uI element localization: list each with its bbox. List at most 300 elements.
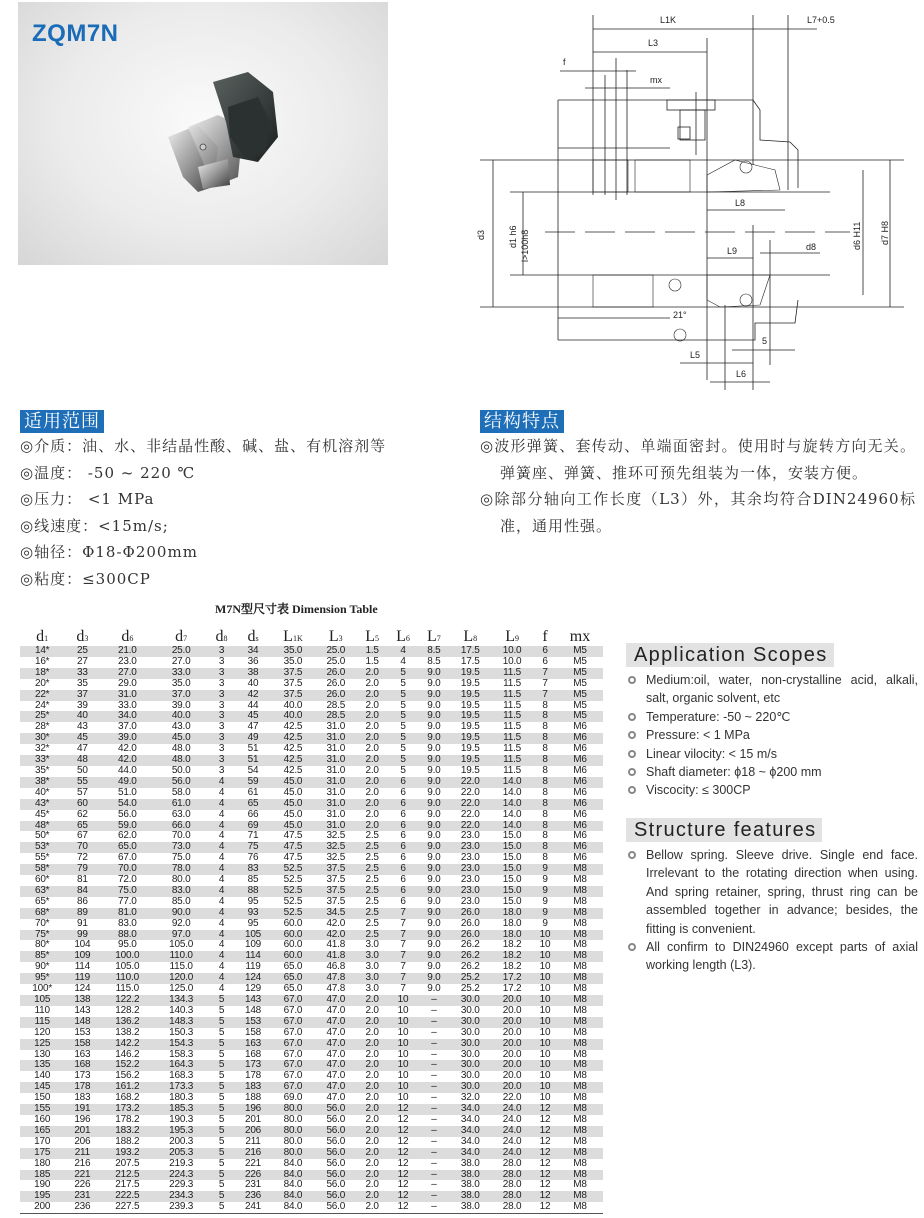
table-cell: 78.0 <box>171 863 191 875</box>
scope-cn-item: ◎线速度：<15m/s; <box>20 516 169 535</box>
table-cell: 4 <box>400 645 406 656</box>
table-cell: 80.0 <box>283 1135 303 1147</box>
table-cell: 11.5 <box>503 688 522 700</box>
table-cell: 26.0 <box>460 928 480 940</box>
table-cell: 70* <box>34 917 50 929</box>
table-cell: 2.0 <box>365 819 379 831</box>
table-cell: 6 <box>400 797 406 809</box>
table-cell: 3.0 <box>365 983 379 995</box>
table-cell: 185 <box>34 1168 51 1180</box>
table-cell: 4 <box>218 863 225 875</box>
table-cell: 23.0 <box>460 841 480 853</box>
table-cell: 20.0 <box>502 1048 522 1060</box>
table-cell: 12 <box>397 1190 409 1202</box>
table-cell: 8 <box>542 841 548 853</box>
table-cell: 89 <box>76 906 88 918</box>
table-cell: – <box>431 1070 437 1082</box>
table-cell: 110.0 <box>169 950 193 962</box>
table-cell: 11.5 <box>503 764 522 776</box>
table-cell: 24* <box>34 699 50 711</box>
table-cell: 26.0 <box>326 677 346 689</box>
table-cell: 115.0 <box>169 961 193 973</box>
table-cell: 219.3 <box>169 1157 194 1169</box>
table-cell: 79 <box>76 863 88 875</box>
table-cell: 20.0 <box>502 1081 522 1093</box>
table-cell: 9.0 <box>427 852 441 864</box>
table-cell: 3 <box>218 764 225 776</box>
table-cell: M8 <box>573 884 587 896</box>
table-cell: M8 <box>573 1113 587 1125</box>
label-5: 5 <box>762 336 768 346</box>
table-cell: 3 <box>218 743 225 755</box>
table-cell: 31.0 <box>326 721 346 733</box>
table-cell: – <box>431 1059 437 1071</box>
product-model-title: ZQM7N <box>32 20 119 47</box>
scope-cn-section <box>20 410 470 592</box>
table-cell: 2.5 <box>365 874 379 886</box>
table-cell: 60.0 <box>283 928 303 940</box>
scope-en-list <box>626 671 918 800</box>
table-cell: 65 <box>247 797 259 809</box>
table-cell: 7 <box>400 928 406 940</box>
table-cell: 9.0 <box>427 688 441 700</box>
table-cell: M8 <box>573 1037 587 1049</box>
table-cell: – <box>431 1004 437 1016</box>
table-cell: 37.5 <box>283 666 303 678</box>
table-cell: 221 <box>244 1157 262 1169</box>
table-cell: 95 <box>247 895 259 907</box>
table-row <box>20 919 603 930</box>
column-header: d6 <box>121 627 134 645</box>
table-cell: 56.0 <box>326 1113 346 1125</box>
table-cell: 158 <box>244 1026 262 1038</box>
table-cell: – <box>431 1157 437 1169</box>
table-cell: 2.0 <box>365 754 379 766</box>
table-cell: 37.5 <box>326 884 346 896</box>
table-cell: 136.2 <box>115 1015 140 1027</box>
circle-bullet-icon <box>628 750 636 758</box>
table-cell: 10 <box>397 1059 409 1071</box>
table-cell: 42.0 <box>117 754 137 766</box>
table-cell: 42.5 <box>283 764 303 776</box>
table-cell: 63.0 <box>171 808 191 820</box>
table-cell: 9.0 <box>427 917 441 929</box>
table-cell: 14.0 <box>502 775 522 787</box>
table-cell: 19.5 <box>460 764 480 776</box>
table-cell: 15.0 <box>502 884 522 896</box>
table-row <box>20 690 603 701</box>
table-cell: 51 <box>247 743 259 755</box>
table-cell: 15.0 <box>502 863 522 875</box>
table-cell: 40.0 <box>283 710 303 722</box>
table-cell: 37.5 <box>283 677 303 689</box>
table-cell: 5 <box>218 1168 225 1180</box>
table-cell: 24.0 <box>502 1113 522 1125</box>
table-cell: 18.0 <box>502 917 522 929</box>
table-cell: M8 <box>573 895 587 907</box>
table-cell: M8 <box>573 1135 587 1147</box>
table-cell: 8 <box>542 808 548 820</box>
features-en-heading: Structure features <box>626 818 822 842</box>
table-cell: 22.0 <box>460 786 480 798</box>
table-cell: 2.5 <box>365 928 379 940</box>
table-cell: 2.0 <box>365 677 379 689</box>
table-cell: 8 <box>542 797 548 809</box>
table-cell: 129 <box>244 983 262 995</box>
table-cell: 1.5 <box>365 655 379 667</box>
table-cell: 12 <box>539 1135 551 1147</box>
table-cell: 58* <box>34 863 50 875</box>
table-cell: 188 <box>244 1092 262 1104</box>
table-cell: 2.0 <box>365 1201 379 1213</box>
table-cell: 188.2 <box>115 1135 140 1147</box>
table-cell: 50 <box>76 764 88 776</box>
scope-en-heading: Application Scopes <box>626 643 834 667</box>
table-cell: 9.0 <box>427 743 441 755</box>
table-cell: 217.5 <box>115 1179 140 1191</box>
table-cell: M8 <box>573 994 587 1005</box>
table-cell: 105 <box>34 994 51 1005</box>
table-cell: – <box>431 1026 437 1038</box>
label-angle: 21° <box>673 310 687 320</box>
table-row <box>20 810 603 821</box>
table-cell: 71 <box>247 830 259 842</box>
table-cell: 212.5 <box>115 1168 140 1180</box>
table-cell: M8 <box>573 1048 587 1060</box>
table-cell: 31.0 <box>326 808 346 820</box>
table-cell: 2.5 <box>365 863 379 875</box>
table-cell: 138.2 <box>115 1026 140 1038</box>
table-cell: 33.0 <box>171 666 191 678</box>
table-cell: 153 <box>74 1026 91 1038</box>
table-cell: 35.0 <box>283 655 303 667</box>
table-cell: 10 <box>539 1070 551 1082</box>
table-cell: 9.0 <box>427 863 441 875</box>
table-cell: 56.0 <box>326 1103 346 1115</box>
table-cell: 216 <box>244 1146 262 1158</box>
table-cell: 12 <box>539 1190 551 1202</box>
table-cell: 45 <box>247 710 259 722</box>
table-cell: 4 <box>218 808 225 820</box>
table-cell: 100.0 <box>115 950 140 962</box>
table-cell: 19.5 <box>460 666 480 678</box>
table-cell: 20.0 <box>502 1015 522 1027</box>
table-cell: 10 <box>397 1070 409 1082</box>
table-cell: 11.5 <box>503 743 522 755</box>
table-cell: 195.3 <box>169 1124 194 1136</box>
table-cell: 32* <box>34 743 50 755</box>
table-cell: 10 <box>539 1037 551 1049</box>
table-cell: 29.0 <box>117 677 137 689</box>
table-cell: 12 <box>397 1168 409 1180</box>
table-cell: 4 <box>218 819 225 831</box>
table-cell: 3 <box>218 699 225 711</box>
table-cell: 31.0 <box>117 688 137 700</box>
table-cell: 5 <box>218 1179 225 1191</box>
table-cell: 67.0 <box>117 852 137 864</box>
table-cell: 19.5 <box>460 743 480 755</box>
table-cell: 69.0 <box>283 1092 303 1104</box>
table-cell: 57 <box>76 786 88 798</box>
table-cell: 80* <box>34 939 50 951</box>
table-cell: 110 <box>34 1004 50 1016</box>
table-cell: 43.0 <box>171 721 191 733</box>
table-cell: 5 <box>218 1026 225 1038</box>
table-cell: 124 <box>244 972 262 984</box>
table-cell: 170 <box>34 1135 51 1147</box>
table-cell: 84.0 <box>283 1190 303 1202</box>
table-cell: 30.0 <box>460 1015 480 1027</box>
table-cell: 34.0 <box>460 1135 480 1147</box>
table-cell: 9.0 <box>427 797 441 809</box>
table-cell: 5 <box>218 1070 225 1082</box>
table-cell: 25* <box>34 710 50 722</box>
table-cell: 2.0 <box>365 1157 379 1169</box>
table-cell: 33 <box>76 666 88 678</box>
table-cell: 150 <box>34 1092 51 1104</box>
table-cell: 9.0 <box>427 808 441 820</box>
label-l7: L7+0.5 <box>807 15 835 25</box>
table-cell: 67 <box>76 830 88 842</box>
table-cell: 5 <box>400 764 406 776</box>
table-cell: 36 <box>247 655 259 667</box>
table-cell: 75 <box>247 841 259 853</box>
table-cell: 178.2 <box>115 1113 140 1125</box>
table-cell: 8 <box>542 830 548 842</box>
table-cell: – <box>431 1179 437 1191</box>
table-cell: – <box>431 1015 437 1027</box>
table-cell: M8 <box>573 1092 587 1104</box>
table-cell: 9.0 <box>427 841 441 853</box>
table-cell: 32.5 <box>326 852 346 864</box>
table-cell: 62.0 <box>117 830 137 842</box>
table-cell: 190 <box>34 1179 51 1191</box>
table-cell: 168.2 <box>115 1092 140 1104</box>
table-cell: 2.0 <box>365 710 379 722</box>
table-cell: 24.0 <box>502 1146 522 1158</box>
table-cell: 120.0 <box>169 972 194 984</box>
table-cell: 161.2 <box>115 1081 140 1093</box>
table-cell: 4 <box>218 917 225 929</box>
table-cell: – <box>431 1103 437 1115</box>
table-cell: 37.5 <box>326 895 346 907</box>
table-cell: 9.0 <box>427 764 441 776</box>
table-cell: 2.0 <box>365 1135 379 1147</box>
table-cell: 12 <box>397 1103 409 1115</box>
table-cell: 84.0 <box>283 1168 303 1180</box>
table-cell: 5 <box>400 710 406 722</box>
table-cell: 236 <box>244 1190 262 1202</box>
table-cell: 168 <box>244 1048 262 1060</box>
table-cell: 191 <box>74 1103 91 1115</box>
table-cell: 10 <box>397 994 409 1005</box>
table-cell: 62 <box>76 808 88 820</box>
table-cell: 37.5 <box>326 863 346 875</box>
table-cell: 60.0 <box>283 950 303 962</box>
table-cell: 59 <box>247 775 259 787</box>
table-cell: 34.0 <box>117 710 137 722</box>
table-cell: 18.0 <box>502 906 522 918</box>
mechanical-seal-image <box>158 67 308 202</box>
table-cell: 12 <box>397 1124 409 1136</box>
table-cell: 38 <box>247 666 259 678</box>
table-cell: 9.0 <box>427 666 441 678</box>
table-cell: 39.0 <box>171 699 191 711</box>
table-cell: 2.0 <box>365 1081 379 1093</box>
table-cell: 125.0 <box>169 983 194 995</box>
circle-bullet-icon <box>628 943 636 951</box>
table-cell: 61.0 <box>171 797 191 809</box>
table-cell: 75* <box>34 928 50 940</box>
table-cell: 165 <box>34 1124 51 1136</box>
table-cell: 109 <box>244 939 262 951</box>
table-cell: 124 <box>74 983 91 995</box>
table-cell: 56.0 <box>326 1201 346 1213</box>
table-cell: 2.0 <box>365 699 379 711</box>
table-cell: 10 <box>539 1004 551 1016</box>
table-cell: 23.0 <box>460 830 480 842</box>
table-cell: 224.3 <box>169 1168 194 1180</box>
scope-en-item: Shaft diameter: ϕ18 ~ ϕ200 mm <box>626 763 918 781</box>
table-cell: 2.0 <box>365 994 379 1005</box>
table-cell: 28.0 <box>502 1157 522 1169</box>
table-cell: 3 <box>218 677 225 689</box>
label-l1k: L1K <box>660 15 677 25</box>
table-cell: 35* <box>34 764 50 776</box>
table-cell: 5 <box>218 1190 225 1202</box>
table-cell: 45 <box>76 732 88 744</box>
table-cell: 75.0 <box>117 884 137 896</box>
table-cell: M5 <box>573 688 587 700</box>
table-cell: 2.0 <box>365 1179 379 1191</box>
table-cell: 195 <box>34 1190 51 1202</box>
table-cell: 47.0 <box>326 994 346 1005</box>
table-cell: 34.0 <box>460 1146 480 1158</box>
table-cell: 70 <box>76 841 88 853</box>
table-cell: 60.0 <box>283 939 303 951</box>
table-cell: 4 <box>218 874 225 886</box>
table-cell: 59.0 <box>117 819 137 831</box>
table-cell: – <box>431 1146 437 1158</box>
table-cell: 9.0 <box>427 983 441 995</box>
table-cell: 65.0 <box>283 961 303 973</box>
table-cell: 2.5 <box>365 895 379 907</box>
table-cell: 14.0 <box>502 797 522 809</box>
table-cell: 54.0 <box>117 797 137 809</box>
table-cell: 48 <box>76 754 88 766</box>
table-cell: 2.0 <box>365 732 379 744</box>
table-cell: 52.5 <box>283 874 303 886</box>
table-cell: 148.3 <box>169 1015 194 1027</box>
scope-cn-heading: 适用范围 <box>20 410 104 433</box>
table-cell: 52.5 <box>283 863 303 875</box>
table-cell: M5 <box>573 655 587 667</box>
table-cell: 90* <box>34 961 50 973</box>
table-cell: 34.0 <box>460 1103 480 1115</box>
table-cell: 10 <box>539 1026 551 1038</box>
table-cell: M8 <box>573 1015 587 1027</box>
table-cell: 45* <box>34 808 50 820</box>
table-cell: 35 <box>76 677 88 689</box>
table-cell: 173 <box>74 1070 91 1082</box>
table-cell: 109 <box>74 950 91 962</box>
table-cell: 7 <box>542 677 548 689</box>
table-cell: 12 <box>397 1113 409 1125</box>
table-cell: 105.0 <box>169 939 194 951</box>
features-en-item: Bellow spring. Sleeve drive. Single end face. Irrelevant to the rotating direction when using. And spring retainer, spring, thrust ring can be assembled together in advance; besides, the fitting is convenient. <box>626 846 918 938</box>
label-l9: L9 <box>727 246 738 256</box>
table-cell: M8 <box>573 906 587 918</box>
table-cell: 207.5 <box>115 1157 140 1169</box>
table-cell: 5 <box>400 699 406 711</box>
table-cell: 1.5 <box>365 645 379 656</box>
scope-en-item: Medium:oil, water, non-crystalline acid, alkali, salt, organic solvent, etc <box>626 671 918 708</box>
table-cell: 190.3 <box>169 1113 194 1125</box>
table-cell: 18* <box>34 666 50 678</box>
table-cell: 30.0 <box>460 1004 480 1016</box>
table-cell: 25.0 <box>326 655 346 667</box>
table-cell: 183 <box>74 1092 91 1104</box>
table-cell: 8 <box>542 754 548 766</box>
table-cell: 5 <box>218 1201 225 1213</box>
table-row <box>20 1148 603 1159</box>
table-cell: 122.2 <box>115 994 140 1005</box>
scope-cn-item: ◎温度： -50 ~ 220 ℃ <box>20 463 196 482</box>
table-cell: 99 <box>76 928 88 940</box>
table-cell: 175 <box>34 1146 51 1158</box>
table-cell: 19.5 <box>460 699 480 711</box>
table-row <box>20 1039 603 1050</box>
table-cell: 88 <box>247 884 259 896</box>
table-cell: 11.5 <box>503 699 522 711</box>
table-cell: 40.0 <box>283 699 303 711</box>
table-cell: 37.5 <box>283 688 303 700</box>
table-cell: 65.0 <box>283 972 303 984</box>
table-cell: 2.0 <box>365 1004 379 1016</box>
table-cell: 33.0 <box>117 699 137 711</box>
table-cell: 6 <box>400 841 406 853</box>
table-cell: 22.0 <box>460 819 480 831</box>
table-cell: 84.0 <box>283 1201 303 1213</box>
table-cell: 222.5 <box>115 1190 140 1202</box>
table-cell: 3 <box>218 666 225 678</box>
table-cell: 37.5 <box>326 874 346 886</box>
table-cell: 143 <box>74 1004 91 1016</box>
table-cell: 91 <box>76 917 88 929</box>
table-cell: 9 <box>542 906 548 918</box>
table-cell: 2.5 <box>365 841 379 853</box>
table-cell: 10 <box>397 1037 409 1049</box>
table-cell: 18.2 <box>502 950 522 962</box>
table-cell: 6 <box>400 830 406 842</box>
table-cell: 67.0 <box>283 1037 303 1049</box>
table-cell: 200.3 <box>169 1135 194 1147</box>
table-cell: 31.0 <box>326 775 346 787</box>
table-cell: 65 <box>76 819 88 831</box>
table-cell: 11.5 <box>503 721 522 733</box>
table-cell: 5 <box>218 1015 225 1027</box>
scope-cn-item: ◎压力： <1 MPa <box>20 490 155 508</box>
table-cell: 65.0 <box>117 841 137 853</box>
table-cell: M6 <box>573 764 587 776</box>
features-cn-section <box>480 410 916 539</box>
table-cell: 239.3 <box>169 1201 194 1213</box>
product-photo-panel <box>18 2 388 265</box>
column-header: L9 <box>505 627 519 645</box>
table-cell: 54 <box>247 764 259 776</box>
table-cell: 178 <box>74 1081 91 1093</box>
table-cell: 56.0 <box>326 1190 346 1202</box>
